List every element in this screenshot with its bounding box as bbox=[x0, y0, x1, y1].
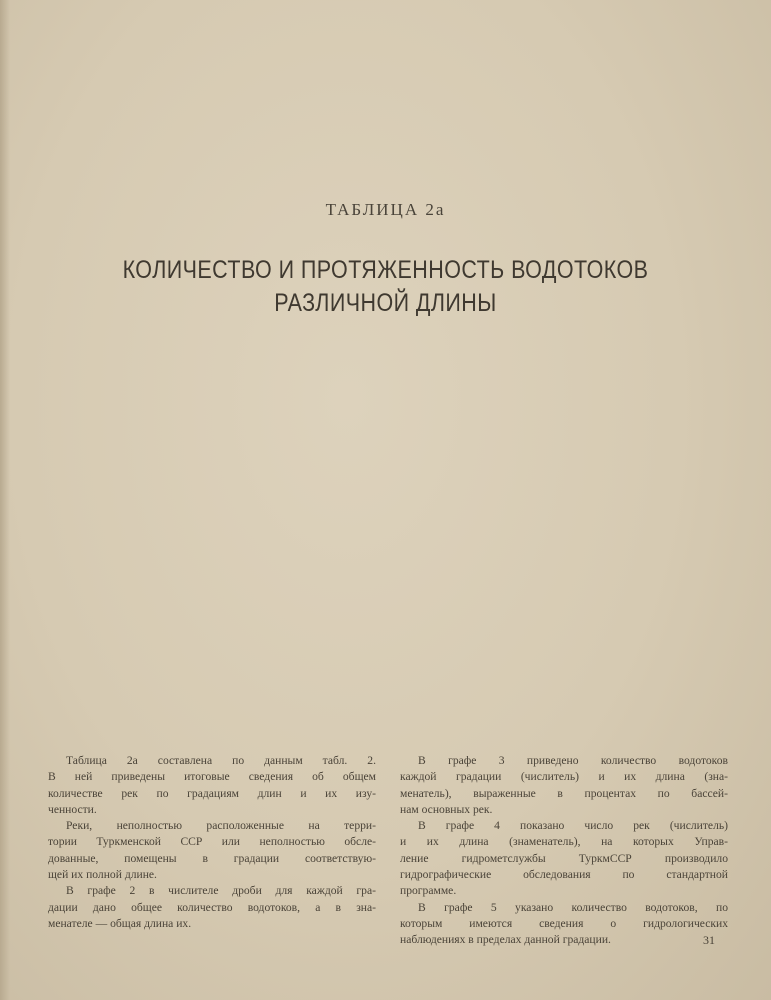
text-line: дации дано общее количество водотоков, а в зна- bbox=[48, 900, 376, 914]
table-label: ТАБЛИЦА 2а bbox=[325, 200, 446, 219]
text-line: Реки, неполностью расположенные на терри- bbox=[66, 819, 376, 833]
left-column-text bbox=[48, 753, 376, 932]
right-column-text bbox=[400, 753, 728, 949]
text-line: и их длина (знаменатель), на которых Управ- bbox=[400, 835, 728, 849]
text-line: менатель), выраженные в процентах по бассей- bbox=[400, 786, 728, 800]
title-line: КОЛИЧЕСТВО И ПРОТЯЖЕННОСТЬ ВОДОТОКОВ bbox=[122, 256, 649, 284]
text-line: Таблица 2а составлена по данным табл. 2. bbox=[66, 754, 376, 767]
text-line: В ней приведены итоговые сведения об общем bbox=[48, 770, 376, 784]
text-line: дованные, помещены в градации соответствую- bbox=[48, 851, 376, 865]
text-line: менателе — общая длина их. bbox=[48, 916, 192, 930]
text-line: гидрографические обследования по стандартной bbox=[400, 868, 728, 882]
text-line: которым имеются сведения о гидрологических bbox=[400, 916, 728, 930]
text-line: ление гидрометслужбы ТуркмССР производило bbox=[400, 851, 728, 865]
text-line: программе. bbox=[400, 884, 457, 898]
title-line: РАЗЛИЧНОЙ ДЛИНЫ bbox=[274, 289, 497, 317]
text-line: ченности. bbox=[48, 802, 97, 816]
text-line: тории Туркменской ССР или неполностью обсле- bbox=[48, 835, 376, 849]
text-line: нам основных рек. bbox=[400, 802, 493, 816]
text-line: В графе 2 в числителе дроби для каждой гра- bbox=[66, 884, 376, 898]
page-edge-shadow bbox=[0, 0, 10, 1000]
text-line: щей их полной длине. bbox=[48, 868, 157, 882]
text-line: В графе 4 показано число рек (числитель) bbox=[418, 819, 728, 833]
text-line: наблюдениях в пределах данной градации. bbox=[400, 933, 611, 947]
text-line: В графе 5 указано количество водотоков, по bbox=[418, 900, 728, 914]
text-line: количестве рек по градациям длин и их изу- bbox=[48, 786, 376, 800]
text-line: каждой градации (числитель) и их длина (зна- bbox=[400, 770, 728, 784]
text-line: В графе 3 приведено количество водотоков bbox=[418, 754, 728, 767]
page-title bbox=[54, 254, 717, 320]
page-number: 31 bbox=[703, 933, 715, 947]
